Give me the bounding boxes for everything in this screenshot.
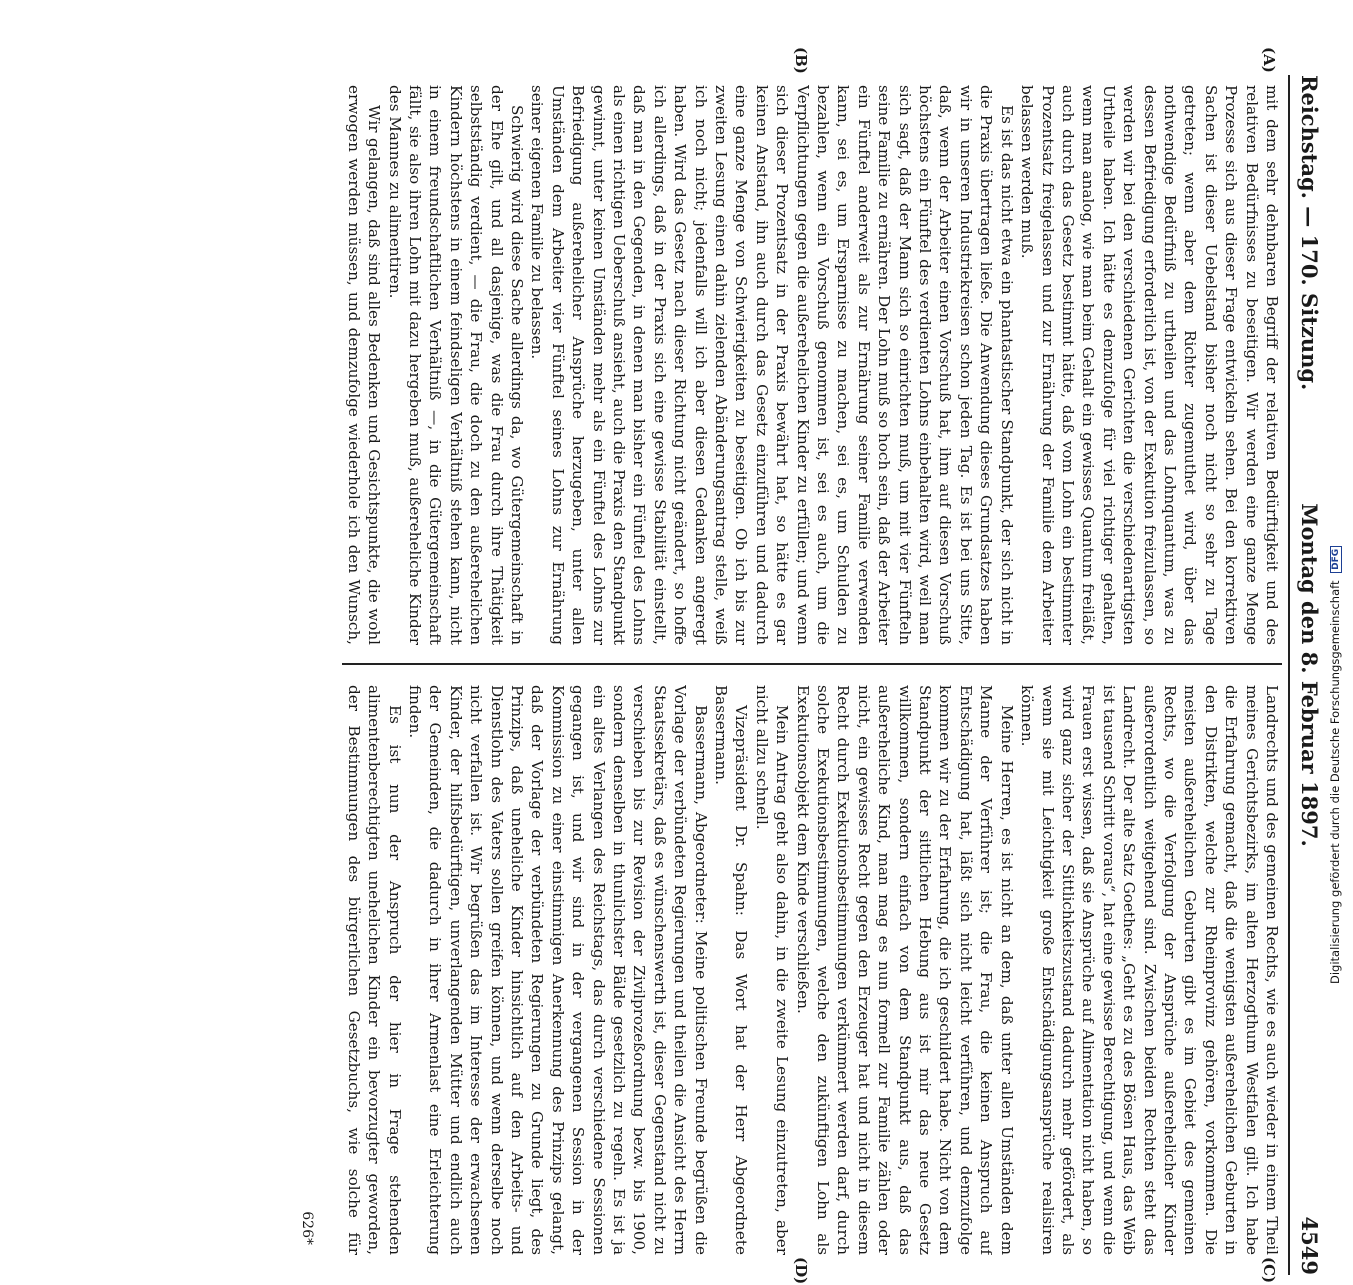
margin-mark-c: (C) xyxy=(1260,1257,1278,1284)
paragraph: Schwierig wird diese Sache allerdings da, wo Gütergemeinschaft in der Ehe gilt, und all dasjenige, was die Frau durch ihre Thätigkeit selbstständig verdient, — die Frau, die doch zu den außerehelichen Kindern höchstens in einem feindseligen Verhältniß stehen kann, nicht in einem freundschaftlichen Verhältniß —, in die Gütergemeinschaft fällt, sie also ihren Lohn mit dazu hergeben muß, außereheliche Kinder des Mannes zu alimentiren. xyxy=(385,85,526,645)
margin-mark-d: (D) xyxy=(792,1257,810,1285)
running-head xyxy=(1290,75,1330,1275)
left-column xyxy=(342,85,1282,645)
paragraph: Mein Antrag geht also dahin, in die zweite Lesung einzutreten, aber nicht allzu schnell. xyxy=(752,685,792,1255)
margin-mark-a: (A) xyxy=(1260,47,1278,73)
digitization-note-text: Digitalisierung gefördert durch die Deutsche Forschungsgemeinschaft xyxy=(1328,580,1342,984)
paragraph: Landrechts und des gemeinen Rechts, wie es auch wieder in einem Theil meines Gerichtsbezirks, im alten Herzogthum Westfalen gilt. Ich habe die Erfahrung gemacht, daß die wenigsten außerehelichen Geburten in den Distrikten, welche zur Rheinprovinz gehören, vorkommen. Die meisten außerehelichen Geburten gibt es im Gebiet des gemeinen Rechts, wo die Verfolgung der Ansprüche außerehelicher Kinder außerordentlich weitgehend sind. Zwischen beiden Rechten steht das Landrecht. Der alte Satz Goethes: „Geht es zu des Bösen Haus, das Weib ist tausend Schritt voraus“, hat eine gewisse Berechtigung, und wenn die Frauen erst wissen, daß sie Ansprüche auf Alimentation nicht haben, so wird ganz sicher der Sittlichkeitszustand dadurch mehr gefördert, als wenn sie mit Leichtigkeit große Entschädigungsansprüche realisiren können. xyxy=(1018,685,1281,1255)
page-number: 4549 xyxy=(1297,1216,1322,1275)
paragraph: Es ist nun der Anspruch der hier in Frage stehenden alimentenberechtigten unehelichen Kinder ein bevorzugter geworden, der Bestimmungen des bürgerlichen Gesetzbuchs, wie solche für xyxy=(344,685,404,1255)
paragraph: Es ist das nicht etwa ein phantastischer Standpunkt, der sich nicht in die Praxis übertragen ließe. Die Anwendung dieses Grundsatzes haben wir in unseren Industriekreisen schon jeden Tag. Es ist bei uns Sitte, daß, wenn der Arbeiter einen Vorschuß hat, ihm auf diesen Vorschuß höchstens ein Fünftel des verdienten Lohns einbehalten wird, weil man sich sagt, daß der Mann sich so einrichten muß, um mit vier Fünfteln seine Familie zu ernähren. Der Lohn muß so hoch sein, daß der Arbeiter ein Fünftel anderweit als zur Ernährung seiner Familie verwenden kann, sei es, um Ersparnisse zu machen, sei es, um Schulden zu bezahlen, wenn ein Vorschuß genommen ist, sei es auch, um die Verpflichtungen gegen die außerehelichen Kinder zu erfüllen; und wenn sich dieser Prozentsatz in der Praxis bewährt hat, so hätte es gar keinen Anstand, ihn auch durch das Gesetz einzuführen und dadurch eine ganze Menge von Schwierigkeiten zu beseitigen. Ob ich bis zur zweiten Lesung einen dahin zielenden Abänderungsantrag stelle, weiß ich noch nicht; jedenfalls will ich aber diesen Gedanken angeregt haben. Wird das Gesetz nach dieser Richtung nicht geändert, so hoffe ich allerdings, daß in der Praxis sich eine gewisse Stabilität einstellt, daß man in den Gegenden, in denen man bisher ein Fünftel des Lohns als einen richtigen Ueberschuß ansieht, auch die Praxis den Standpunkt gewinnt, unter keinen Umständen mehr als ein Fünftel des Lohns zur Befriedigung außerehelicher Ansprüche herzugeben, unter allen Umständen dem Arbeiter vier Fünftel seines Lohns zur Ernährung seiner eigenen Familie zu belassen. xyxy=(528,85,1016,645)
dfg-logo-icon: DFG xyxy=(1330,546,1342,573)
rotated-document-page xyxy=(295,45,1330,1285)
paragraph: mit dem sehr dehnbaren Begriff der relativen Bedürftigkeit und des relativen Bedürfnisses zu beseitigen. Wir werden eine ganze Menge Prozesse sich aus dieser Frage entwickeln sehen. Bei den korrektiven Sachen ist dieser Uebelstand bisher noch nicht so sehr zu Tage getreten; wenn aber dem Richter zugemuthet wird, über das nothwendige Bedürfniß zu urtheilen und das Lohnquantum, was zu dessen Befriedigung erforderlich ist, von der Exekution freizulassen, so werden wir bei den verschiedenen Gerichten die verschiedenartigsten Urtheile haben. Ich hätte es demzufolge für viel richtiger gehalten, wenn man analog, wie man beim Gehalt ein gewisses Quantum freiläßt, auch durch das Gesetz bestimmt hätte, daß vom Lohn ein bestimmter Prozentsatz freigelassen und zur Ernährung der Familie dem Arbeiter belassen werden muß. xyxy=(1018,85,1281,645)
footer-number: 626* xyxy=(299,1211,315,1245)
speaker-paragraph: Vizepräsident Dr. Spahn: Das Wort hat der Herr Abgeordnete Bassermann. xyxy=(712,685,751,1255)
header-center: Montag den 8. Februar 1897. xyxy=(1297,503,1322,847)
paragraph: Meine Herren, es ist nicht an dem, daß unter allen Umständen dem Manne der Verführer ist; die Frau, die keinen Anspruch auf Entschädigung hat, läßt sich nicht leicht verführen, und demzufolge kommen wir zu der Erfahrung, die ich geschildert habe. Nicht von dem Standpunkt der sittlichen Hebung aus ist mir das neue Gesetz willkommen, sondern einfach von dem Standpunkt aus, daß das außereheliche Kind, man mag es nun formell zur Familie zählen oder nicht, ein gewisses Recht gegen den Erzeuger hat und nicht in diesem Recht durch Exekutionsbestimmungen verkümmert werden darf, durch solche Exekutionsbestimmungen, welche den zukünftigen Lohn als Exekutionsobjekt dem Kinde verschließen. xyxy=(793,685,1016,1255)
header-left: Reichstag. — 170. Sitzung. xyxy=(1297,75,1322,391)
column-divider xyxy=(342,663,1282,665)
digitization-note xyxy=(1328,0,1346,984)
header-rule xyxy=(1288,75,1290,1275)
paragraph: Wir gelangen, daß sind alles Bedenken und Gesichtspunkte, die wohl erwogen werden müssen, und demzufolge wiederhole ich den Wunsch, xyxy=(344,85,384,645)
right-column xyxy=(342,685,1282,1255)
margin-mark-b: (B) xyxy=(792,47,810,74)
speaker-paragraph: Bassermann, Abgeordneter: Meine politischen Freunde begrüßen die Vorlage der verbündeten Regierungen und theilen die Ansicht des Herrn Staatssekretärs, daß es wünschenswerth ist, dieser Gegenstand nicht zu verschieben bis zur Revision der Zivilprozeßordnung bezw. bis 1900, sondern denselben in thunlichster Bälde gesetzlich zu regeln. Es ist ja ein altes Verlangen des Reichstags, das durch verschiedene Sessionen gegangen ist, und wir sind in der vergangenen Session in der Kommission zu einer einstimmigen Anerkennung des Prinzips gelangt, daß der Vorlage der verbündeten Regierungen zu Grunde liegt, des Prinzips, daß uneheliche Kinder hinsichtlich auf den Arbeits- und Dienstlohn des Vaters sollen greifen können, und wenn derselbe noch nicht verfallen ist. Wir begrüßen das im Interesse der erwachsenen Kinder, der hilfsbedürftigen, unverlangenden Mütter und endlich auch der Gemeinden, die dadurch in ihrer Armenlast eine Erleichterung finden. xyxy=(405,685,710,1255)
